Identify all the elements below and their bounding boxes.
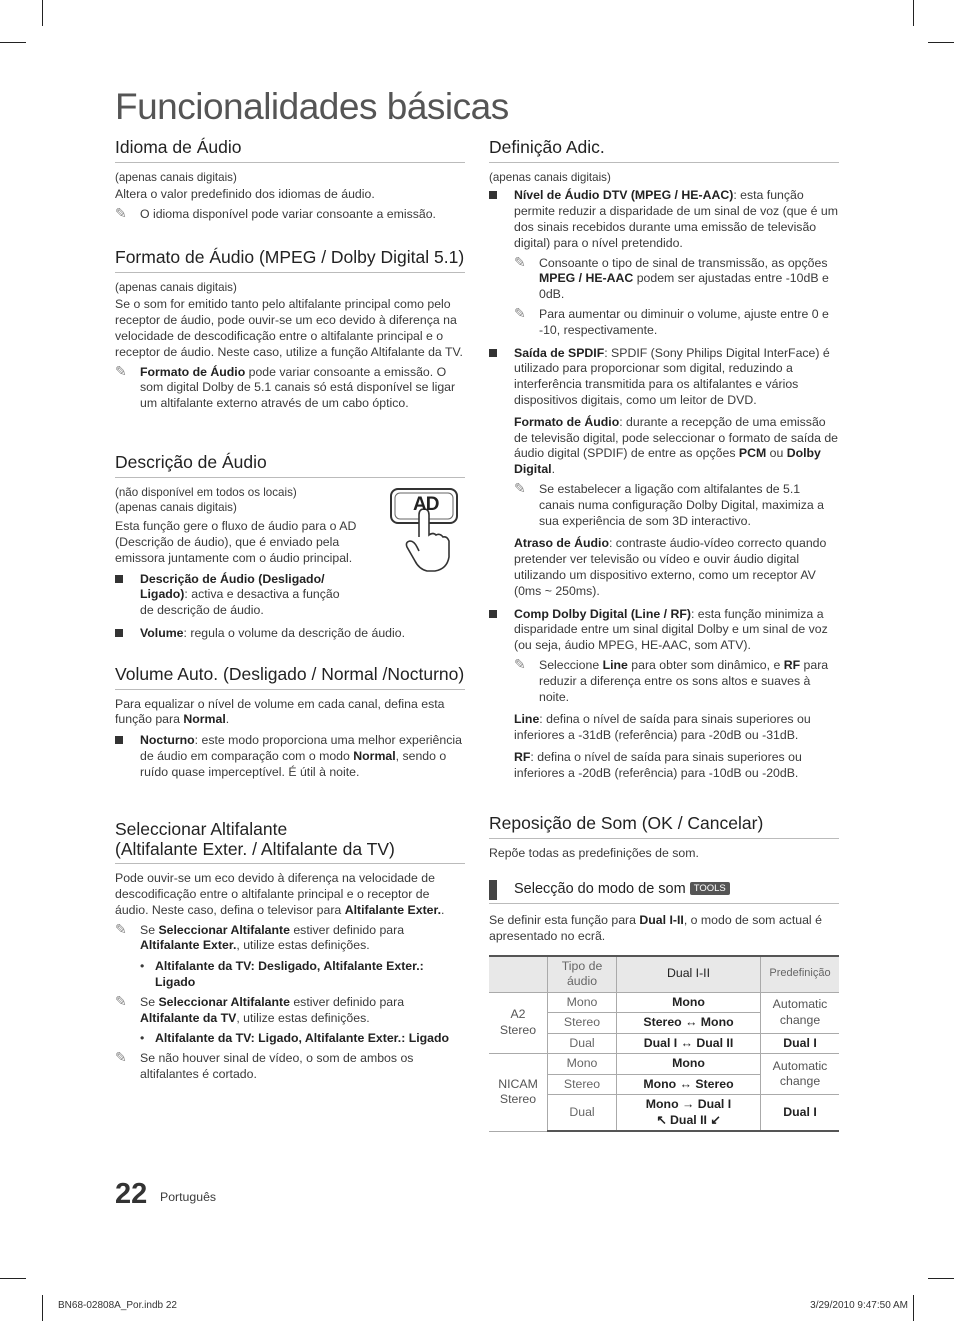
footer-left: BN68-02808A_Por.indb 22 (58, 1300, 177, 1311)
note: ✎ Consoante o tipo de sinal de transmissão, as opções MPEG / HE-AAC podem ser ajustadas entre -10dB e 0dB. (514, 253, 829, 302)
paragraph: Atraso de Áudio: contraste áudio-vídeo correcto quando pretender ver televisão ou vídeo e ouvir áudio digital utilizando um dispositivo externo, como um receptor AV (0ms ~ 250ms). (514, 536, 827, 598)
note-line: (apenas canais digitais) (115, 170, 237, 184)
square-bullet-icon (489, 191, 497, 199)
note-line: (apenas canais digitais) (489, 170, 611, 184)
ad-button-icon: AD (389, 485, 461, 575)
page-title: Funcionalidades básicas (115, 86, 509, 127)
crop-mark (913, 0, 914, 26)
note-line: (apenas canais digitais) (115, 280, 237, 294)
section-heading: Reposição de Som (OK / Cancelar) (489, 814, 839, 839)
bullet-item: Descrição de Áudio (Desligado/ Ligado): activa e desactiva a função de descrição de áudio. (115, 572, 355, 619)
section-heading: Descrição de Áudio (115, 453, 465, 478)
paragraph: Esta função gere o fluxo de áudio para o AD (Descrição de áudio), que é enviado pela emissora juntamente com o áudio principal. (115, 519, 357, 565)
section-heading: Volume Auto. (Desligado / Normal /Nocturno) (115, 665, 465, 690)
square-bullet-icon (115, 629, 123, 637)
page-language: Português (160, 1190, 217, 1204)
pencil-icon: ✎ (115, 205, 127, 222)
bullet-item: Volume: regula o volume da descrição de áudio. (115, 626, 465, 642)
note: ✎ Seleccione Line para obter som dinâmico, e RF para reduzir a diferença entre os sons altos e suaves à noite. (514, 655, 829, 704)
table-row: Stereo Mono ↔ Stereo (489, 1074, 839, 1095)
square-bullet-icon (489, 610, 497, 618)
crop-mark (0, 1278, 26, 1279)
paragraph: Pode ouvir-se um eco devido à diferença na velocidade de descodificação entre o altifalante principal e o receptor de áudio. Neste caso, defina o televisor para Altifalante Exter.. (115, 871, 445, 917)
square-bullet-icon (489, 349, 497, 357)
pencil-icon: ✎ (115, 920, 127, 937)
paragraph: Repõe todas as predefinições de som. (489, 845, 699, 860)
pencil-icon: ✎ (115, 362, 127, 379)
section-volume (115, 665, 465, 781)
footer-right: 3/29/2010 9:47:50 AM (810, 1300, 908, 1311)
bullet-item: Nocturno: este modo proporciona uma melhor experiência de áudio em comparação com o modo Normal, sendo o ruído quase imperceptível. É útil à noite. (115, 733, 465, 780)
dot-item: • Altifalante da TV: Ligado, Altifalante Exter.: Ligado (140, 1031, 450, 1046)
crop-mark (42, 0, 43, 26)
paragraph: Formato de Áudio: durante a recepção de uma emissão de televisão digital, pode seleccionar o formato de saída de áudio digital (SPDIF) de entre as opções PCM ou Dolby Digital. (514, 414, 839, 477)
section-heading: Definição Adic. (489, 138, 839, 163)
crop-mark (928, 1278, 954, 1279)
section-seleccionar (115, 820, 465, 1083)
table-row: NICAM Stereo Mono Mono Automatic change (489, 1054, 839, 1075)
paragraph: Altera o valor predefinido dos idiomas de áudio. (115, 187, 375, 202)
bullet-item: Comp Dolby Digital (Line / RF): esta função minimiza a disparidade entre um sinal digital Dolby e um sinal de voz (ou seja, áudio MPEG, HE-AAC, som ATV). (489, 607, 839, 654)
note-line: (apenas canais digitais) (115, 501, 237, 515)
pencil-icon: ✎ (514, 655, 526, 672)
section-heading: Seleccionar Altifalante (Altifalante Exter. / Altifalante da TV) (115, 820, 465, 864)
table-row: Stereo Stereo ↔ Mono (489, 1013, 839, 1034)
dot-bullet-icon: • (140, 959, 145, 974)
section-descricao (115, 453, 465, 642)
paragraph: Se o som for emitido tanto pelo altifalante principal como pelo receptor de áudio, pode ouvir-se um eco devido à diferença na velocidade de descodificação entre o altifalante principal e o receptor de áudio. Neste caso, utilize a função Altifalante da TV. (115, 297, 463, 359)
dot-bullet-icon: • (140, 1031, 145, 1046)
table-row: Dual Mono → Dual I ↖ Dual II ↙ Dual I (489, 1095, 839, 1132)
crop-mark (913, 1295, 914, 1321)
page-number: 22 (115, 1178, 148, 1210)
paragraph: Se definir esta função para Dual I-II, o modo de som actual é apresentado no ecrã. (489, 913, 822, 943)
note-line: (não disponível em todos os locais) (115, 485, 297, 499)
note: ✎ Para aumentar ou diminuir o volume, ajuste entre 0 e -10, respectivamente. (514, 304, 829, 337)
pencil-icon: ✎ (115, 992, 127, 1009)
section-heading: Formato de Áudio (MPEG / Dolby Digital 5.1) (115, 248, 465, 273)
square-bullet-icon (115, 575, 123, 583)
crop-mark (42, 1295, 43, 1321)
heading-bar (489, 880, 497, 900)
pencil-icon: ✎ (514, 253, 526, 270)
table-row: A2 Stereo Mono Mono Automatic change (489, 992, 839, 1013)
section-reposicao (489, 814, 839, 861)
section-seleccao (489, 881, 839, 1132)
table-header-row: Tipo de áudio Dual I-II Predefinição (489, 956, 839, 993)
note: ✎ Se estabelecer a ligação com altifalantes de 5.1 canais numa configuração Dolby Digital, maximiza a sua experiência de som 3D interactivo. (514, 479, 825, 528)
sound-mode-table (489, 955, 839, 1133)
pencil-icon: ✎ (115, 1049, 127, 1066)
crop-mark (928, 42, 954, 43)
subsection-heading: Selecção do modo de som TOOLS (489, 881, 839, 904)
dot-item: • Altifalante da TV: Desligado, Altifalante Exter.: Ligado (140, 959, 424, 989)
note: ✎ Se Seleccionar Altifalante estiver definido para Altifalante Exter., utilize estas definições. (115, 920, 405, 953)
note: ✎ Formato de Áudio pode variar consoante a emissão. O som digital Dolby de 5.1 canais só está disponível se ligar um altifalante externo através de um cabo óptico. (115, 362, 456, 411)
crop-mark (0, 42, 26, 43)
note: ✎ O idioma disponível pode variar consoante a emissão. (115, 205, 436, 222)
section-heading: Idioma de Áudio (115, 138, 465, 163)
paragraph: Line: defina o nível de saída para sinais superiores ou inferiores a -31dB (referência) para -20dB ou -31dB. (514, 712, 811, 743)
note: ✎ Se Seleccionar Altifalante estiver definido para Altifalante da TV, utilize estas definições. (115, 992, 405, 1025)
paragraph: RF: defina o nível de saída para sinais superiores ou inferiores a -20dB (referência) para -10dB ou -20dB. (514, 749, 802, 780)
pencil-icon: ✎ (514, 304, 526, 321)
pencil-icon: ✎ (514, 479, 526, 496)
bullet-item: Nível de Áudio DTV (MPEG / HE-AAC): esta função permite reduzir a disparidade de um sinal de voz (que é um dos sinais recebidos durante uma emissão de televisão digital) para o nível pretendido. (489, 188, 839, 251)
note: ✎ Se não houver sinal de vídeo, o som de ambos os altifalantes é cortado. (115, 1049, 414, 1081)
tools-icon: TOOLS (690, 882, 730, 895)
table-row: Dual Dual I ↔ Dual II Dual I (489, 1033, 839, 1054)
paragraph: Para equalizar o nível de volume em cada canal, defina esta função para Normal. (115, 696, 445, 727)
square-bullet-icon (115, 736, 123, 744)
bullet-item: Saída de SPDIF: SPDIF (Sony Philips Digital InterFace) é utilizado para proporcionar som digital, reduzindo a interferência transmitida para os altifalantes e vários dispositivos digitais, como um leitor de DVD. (489, 346, 839, 409)
section-definicao (489, 138, 839, 781)
section-formato (115, 248, 465, 412)
section-idioma (115, 138, 465, 223)
